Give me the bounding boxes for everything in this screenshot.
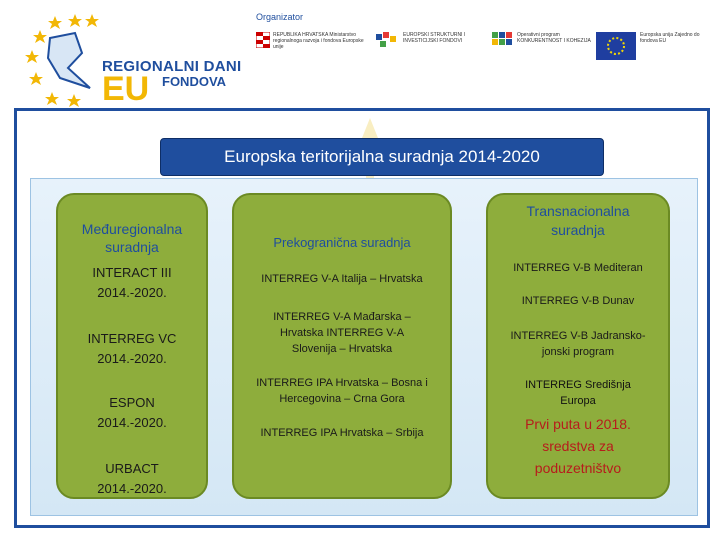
- esi-funds-logo: [376, 32, 484, 62]
- transnational-item: INTERREG V-B Mediteran: [513, 262, 643, 274]
- page-title: Europska teritorijalna suradnja 2014-2020: [224, 147, 540, 166]
- op-icon: [492, 32, 514, 50]
- stars-map-icon: [20, 8, 110, 108]
- cross-border-item: INTERREG IPA Hrvatska – Bosna i Hercegovina – Crna Gora: [256, 377, 428, 405]
- op-text: Operativni program KONKURENTNOST I KOHEZIJA: [517, 32, 591, 44]
- interregional-item: ESPON 2014.-2020.: [97, 395, 167, 430]
- eu-logo: [596, 32, 712, 62]
- esi-funds-icon: [376, 32, 400, 48]
- op-logo: [492, 32, 592, 62]
- entrepreneurship-note: Prvi puta u 2018. sredstva za poduzetništvo: [525, 416, 631, 476]
- cross-border-item: INTERREG IPA Hrvatska – Srbija: [260, 427, 424, 439]
- cross-border-item: INTERREG V-A Mađarska – Hrvatska INTERREG V-A Slovenija – Hrvatska: [273, 311, 411, 355]
- organizer-label: Organizator: [256, 12, 304, 22]
- transnational-heading: Transnacionalna suradnja: [526, 203, 630, 238]
- logo-title: REGIONALNI DANI: [102, 58, 242, 75]
- title-banner: [160, 138, 604, 176]
- interregional-item: INTERACT III 2014.-2020.: [92, 265, 172, 300]
- column-transnational: [486, 193, 670, 499]
- transnational-item: INTERREG V-B Jadransko-jonski program: [510, 330, 646, 358]
- interregional-heading: Međuregionalna suradnja: [81, 221, 183, 255]
- cross-border-heading: Prekogranična suradnja: [273, 235, 411, 250]
- esi-funds-text: EUROPSKI STRUKTURNI I INVESTICIJSKI FONDOVI: [403, 32, 466, 44]
- logo-eu: EU: [102, 70, 150, 108]
- interregional-item: INTERREG VC 2014.-2020.: [87, 331, 177, 366]
- croatian-coat-of-arms-icon: [256, 32, 270, 48]
- regional-days-logo: [20, 8, 260, 108]
- transnational-item: INTERREG Središnja Europa: [525, 379, 631, 407]
- eu-flag-icon: [596, 32, 636, 60]
- header: [0, 0, 720, 110]
- ministry-logo: [256, 32, 366, 62]
- column-cross-border: [232, 193, 452, 499]
- cross-border-item: INTERREG V-A Italija – Hrvatska: [261, 273, 423, 285]
- interregional-item: URBACT 2014.-2020.: [97, 461, 167, 496]
- transnational-item: INTERREG V-B Dunav: [521, 295, 635, 307]
- ministry-text: REPUBLIKA HRVATSKA Ministarstvo regionalnoga razvoja i fondova Europske unije: [273, 32, 364, 50]
- column-interregional: [56, 193, 208, 499]
- logo-fondova: FONDOVA: [162, 74, 227, 89]
- eu-text: Europska unija Zajedno do fondova EU: [640, 32, 700, 44]
